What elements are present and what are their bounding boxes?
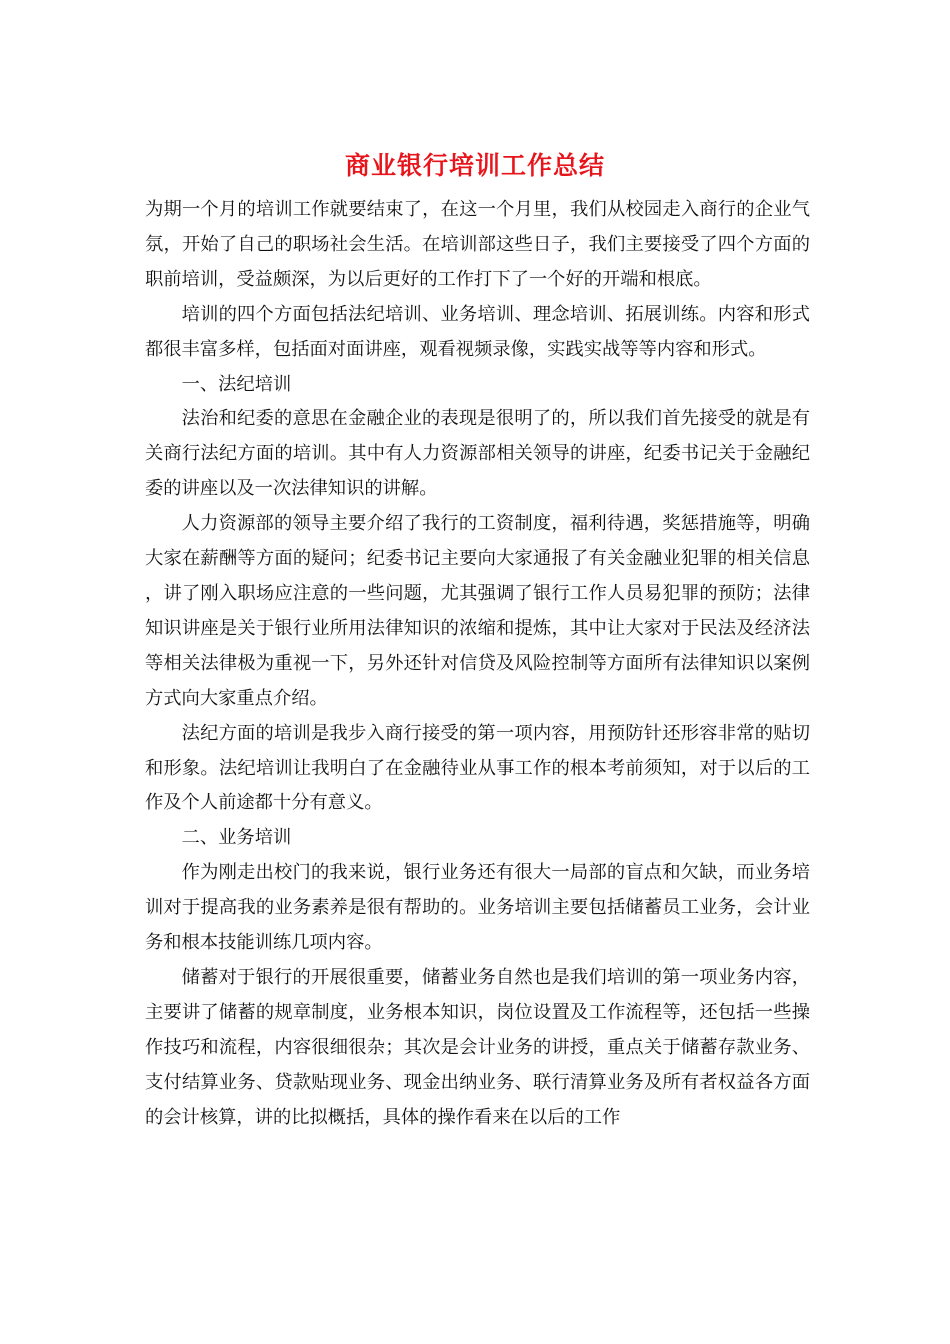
paragraph-legal-intro: 法治和纪委的意思在金融企业的表现是很明了的，所以我们首先接受的就是有关商行法纪方面的培训。其中有人力资源部相关领导的讲座，纪委书记关于金融纪委的讲座以及一次法律知识的讲解。	[145, 408, 810, 500]
paragraph-business-details: 储蓄对于银行的开展很重要，储蓄业务自然也是我们培训的第一项业务内容，主要讲了储蓄的规章制度，业务根本知识，岗位设置及工作流程等，还包括一些操作技巧和流程，内容很细很杂；其次是会计业务的讲授，重点关于储蓄存款业务、支付结算业务、贷款贴现业务、现金出纳业务、联行清算业务及所有者权益各方面的会计核算，讲的比拟概括，具体的操作看来在以后的工作	[145, 966, 810, 1128]
paragraph-overview: 培训的四个方面包括法纪培训、业务培训、理念培训、拓展训练。内容和形式都很丰富多样，包括面对面讲座，观看视频录像，实践实战等等内容和形式。	[145, 303, 810, 360]
paragraph-business-intro: 作为刚走出校门的我来说，银行业务还有很大一局部的盲点和欠缺，而业务培训对于提高我的业务素养是很有帮助的。业务培训主要包括储蓄员工业务，会计业务和根本技能训练几项内容。	[145, 862, 810, 954]
paragraph-intro: 为期一个月的培训工作就要结束了，在这一个月里，我们从校园走入商行的企业气氛，开始了自己的职场社会生活。在培训部这些日子，我们主要接受了四个方面的职前培训，受益颇深，为以后更好的工作打下了一个好的开端和根底。	[145, 199, 810, 290]
section-heading-business-training: 二、业务培训	[181, 827, 292, 849]
document-body	[145, 193, 810, 1135]
paragraph-legal-details: 人力资源部的领导主要介绍了我行的工资制度，福利待遇，奖惩措施等，明确大家在薪酬等方面的疑问；纪委书记主要向大家通报了有关金融业犯罪的相关信息，讲了刚入职场应注意的一些问题，尤其强调了银行工作人员易犯罪的预防；法律知识讲座是关于银行业所用法律知识的浓缩和提炼，其中让大家对于民法及经济法等相关法律极为重视一下，另外还针对信贷及风险控制等方面所有法律知识以案例方式向大家重点介绍。	[145, 513, 810, 709]
section-heading-legal-training: 一、法纪培训	[181, 373, 292, 395]
paragraph-legal-summary: 法纪方面的培训是我步入商行接受的第一项内容，用预防针还形容非常的贴切和形象。法纪培训让我明白了在金融待业从事工作的根本考前须知，对于以后的工作及个人前途都十分有意义。	[145, 722, 810, 814]
document-title: 商业银行培训工作总结	[344, 151, 605, 180]
